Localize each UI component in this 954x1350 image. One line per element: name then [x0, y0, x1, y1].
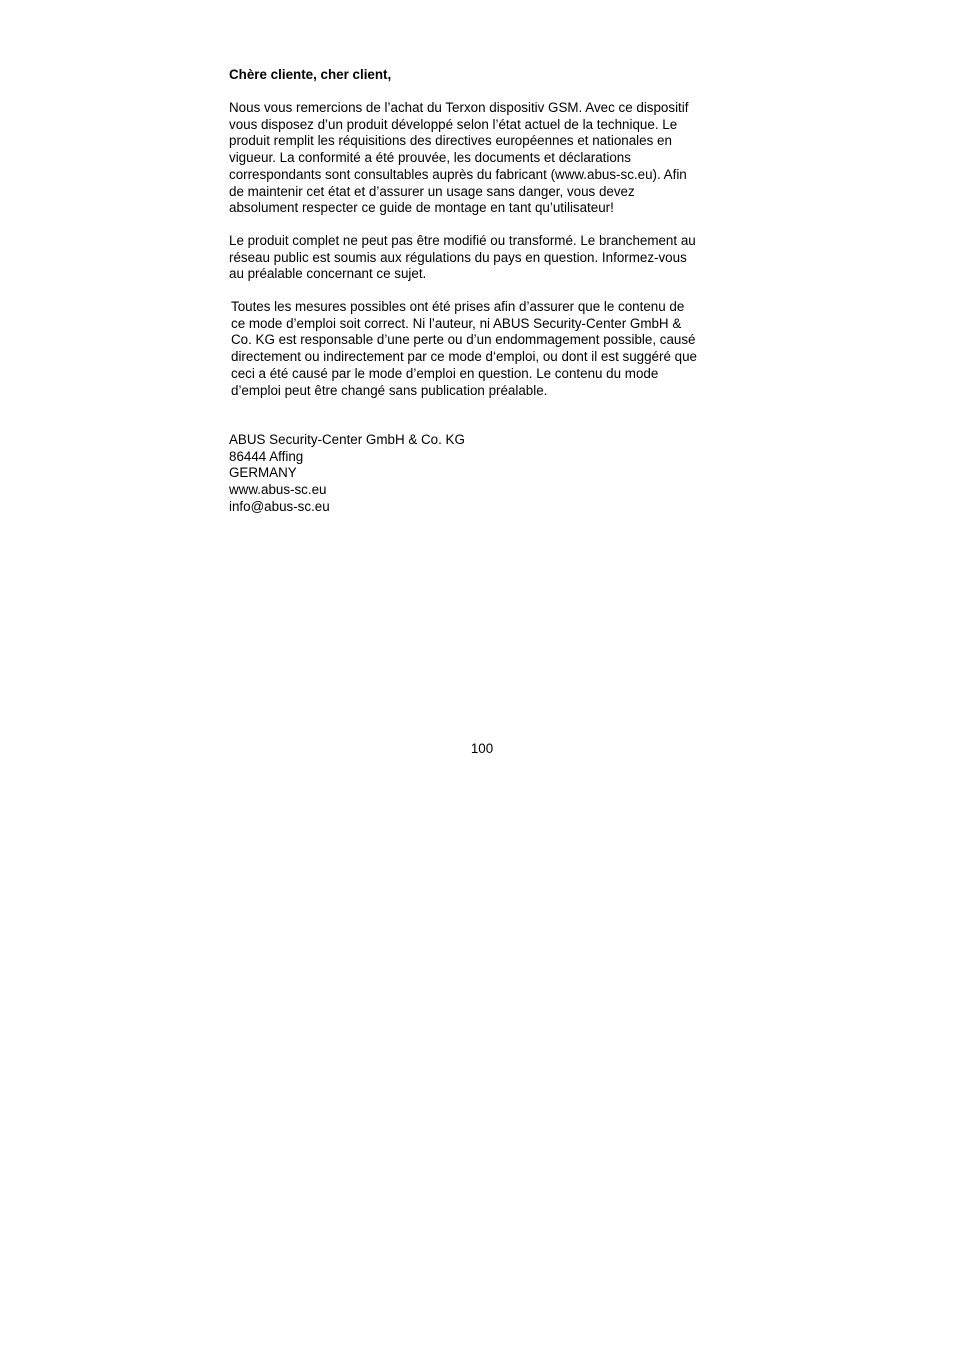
paragraph-line: d’emploi peut être changé sans publication préalable. — [231, 382, 548, 398]
disclaimer-paragraph — [231, 299, 697, 399]
paragraph-line: Nous vous remercions de l’achat du Terxon dispositiv GSM. Avec ce dispositif — [229, 100, 689, 115]
email-link[interactable]: info@abus-sc.eu — [229, 498, 330, 514]
paragraph-line: ce mode d’emploi soit correct. Ni l’auteur, ni ABUS Security-Center GmbH & — [231, 315, 682, 331]
paragraph-line: Le produit complet ne peut pas être modifié ou transformé. Le branchement au — [229, 233, 696, 248]
modification-paragraph — [229, 233, 696, 283]
paragraph-line: absolument respecter ce guide de montage en tant qu’utilisateur! — [229, 200, 614, 216]
thank-you-paragraph — [229, 100, 688, 217]
paragraph-line: produit remplit les réquisitions des directives européennes et nationales en — [229, 133, 672, 149]
address-city: 86444 Affing — [229, 448, 304, 464]
paragraph-line: au préalable concernant ce sujet. — [229, 266, 427, 282]
paragraph-line: correspondants sont consultables auprès du fabricant (www.abus-sc.eu). Afin — [229, 166, 687, 182]
address-country: GERMANY — [229, 465, 297, 481]
paragraph-line: vous disposez d’un produit développé selon l’état actuel de la technique. Le — [229, 116, 678, 132]
paragraph-line: directement ou indirectement par ce mode d‘emploi, ou dont il est suggéré que — [231, 349, 697, 365]
company-name: ABUS Security-Center GmbH & Co. KG — [229, 432, 465, 447]
paragraph-line: Co. KG est responsable d’une perte ou d’un endommagement possible, causé — [231, 332, 696, 348]
paragraph-line: réseau public est soumis aux régulations du pays en question. Informez-vous — [229, 249, 687, 265]
paragraph-line: de maintenir cet état et d’assurer un usage sans danger, vous devez — [229, 183, 635, 199]
company-address — [229, 432, 465, 516]
page-number: 100 — [470, 741, 494, 756]
paragraph-line: ceci a été causé par le mode d’emploi en question. Le contenu du mode — [231, 365, 659, 381]
greeting-heading: Chère cliente, cher client, — [229, 67, 392, 82]
website-link[interactable]: www.abus-sc.eu — [229, 482, 327, 498]
paragraph-line: vigueur. La conformité a été prouvée, les documents et déclarations — [229, 150, 631, 166]
paragraph-line: Toutes les mesures possibles ont été prises afin d’assurer que le contenu de — [231, 299, 685, 314]
